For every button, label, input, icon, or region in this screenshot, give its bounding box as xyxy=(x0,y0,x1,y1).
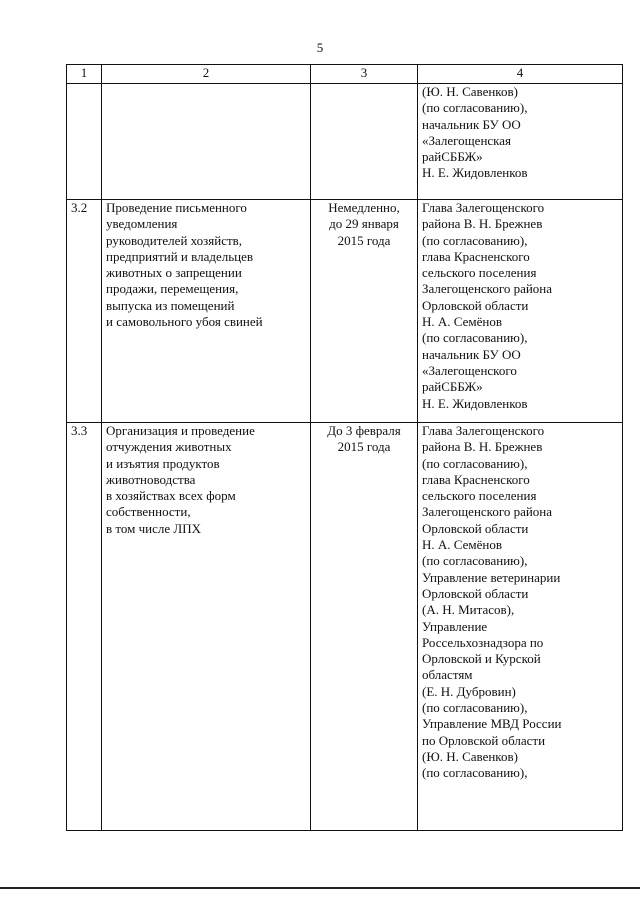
responsible-line: райСББЖ» xyxy=(422,149,483,165)
column-header-1: 1 xyxy=(67,65,102,84)
deadline-line: 2015 года xyxy=(337,232,391,248)
responsible-line: (Е. Н. Дубровин) xyxy=(422,683,516,699)
responsible-line: (по согласованию), xyxy=(422,100,528,116)
responsible-line: «Залегощенская xyxy=(422,132,512,148)
page-bottom-rule xyxy=(0,887,640,889)
responsible-line: Глава Залегощенского xyxy=(422,423,545,438)
responsible-line: района В. Н. Брежнев xyxy=(422,216,543,232)
deadline-line: 2015 года xyxy=(337,439,391,455)
deadline-line: до 29 января xyxy=(329,216,399,232)
responsible-cell xyxy=(418,423,623,831)
action-cell xyxy=(102,423,311,831)
measures-table xyxy=(66,64,623,831)
column-header-2: 2 xyxy=(102,65,311,84)
action-line: собственности, xyxy=(106,504,191,520)
responsible-line: Залегощенского района xyxy=(422,281,553,297)
responsible-line: по Орловской области xyxy=(422,732,546,748)
action-line: и самовольного убоя свиней xyxy=(106,314,263,330)
responsible-line: Управление xyxy=(422,618,488,634)
responsible-line: областям xyxy=(422,667,473,683)
action-line: Организация и проведение xyxy=(106,423,255,438)
responsible-line: (по согласованию), xyxy=(422,232,528,248)
responsible-line: начальник БУ ОО xyxy=(422,346,521,362)
action-line: в хозяйствах всех форм xyxy=(106,488,236,504)
responsible-line: Россельхознадзора по xyxy=(422,634,544,650)
row-number-cell xyxy=(67,84,102,200)
responsible-line: сельского поселения xyxy=(422,265,537,281)
responsible-line: глава Красненского xyxy=(422,248,530,264)
column-header-3: 3 xyxy=(311,65,418,84)
table-row-3-3 xyxy=(67,423,623,831)
responsible-line: (по согласованию), xyxy=(422,330,528,346)
table-header-row xyxy=(67,65,623,84)
action-line: уведомления xyxy=(106,216,178,232)
responsible-line: «Залегощенского xyxy=(422,362,517,378)
action-line: руководителей хозяйств, xyxy=(106,232,243,248)
action-line: в том числе ЛПХ xyxy=(106,520,201,536)
deadline-cell xyxy=(311,423,418,831)
responsible-line: района В. Н. Брежнев xyxy=(422,439,543,455)
action-line: Проведение письменного xyxy=(106,200,247,215)
responsible-line: Орловской области xyxy=(422,585,529,601)
responsible-line: Орловской области xyxy=(422,297,529,313)
action-line: предприятий и владельцев xyxy=(106,248,254,264)
action-cell xyxy=(102,200,311,423)
responsible-line: (по согласованию), xyxy=(422,765,528,781)
deadline-line: До 3 февраля xyxy=(327,423,401,438)
action-line: отчуждения животных xyxy=(106,439,232,455)
responsible-line: Н. Е. Жидовленков xyxy=(422,165,528,181)
responsible-line: Н. Е. Жидовленков xyxy=(422,395,528,411)
responsible-line: (Ю. Н. Савенков) xyxy=(422,84,518,99)
responsible-line: Н. А. Семёнов xyxy=(422,314,502,330)
deadline-cell xyxy=(311,200,418,423)
responsible-line: сельского поселения xyxy=(422,488,537,504)
row-number-cell: 3.3 xyxy=(67,423,102,831)
responsible-line: Орловской и Курской xyxy=(422,651,541,667)
responsible-line: райСББЖ» xyxy=(422,379,483,395)
responsible-cell xyxy=(418,84,623,200)
deadline-line: Немедленно, xyxy=(328,200,400,215)
responsible-line: Управление ветеринарии xyxy=(422,569,561,585)
table-row-3-2 xyxy=(67,200,623,423)
action-line: выпуска из помещений xyxy=(106,297,235,313)
responsible-line: Орловской области xyxy=(422,520,529,536)
responsible-line: начальник БУ ОО xyxy=(422,116,521,132)
responsible-line: Глава Залегощенского xyxy=(422,200,545,215)
responsible-line: Управление МВД России xyxy=(422,716,562,732)
table-row-continuation xyxy=(67,84,623,200)
responsible-line: (А. Н. Митасов), xyxy=(422,602,515,618)
action-line: животных о запрещении xyxy=(106,265,242,281)
responsible-line: (Ю. Н. Савенков) xyxy=(422,748,518,764)
deadline-cell xyxy=(311,84,418,200)
responsible-line: глава Красненского xyxy=(422,471,530,487)
page-number: 5 xyxy=(316,40,324,55)
responsible-line: (по согласованию), xyxy=(422,700,528,716)
column-header-4: 4 xyxy=(418,65,623,84)
action-line: животноводства xyxy=(106,471,196,487)
row-number-cell: 3.2 xyxy=(67,200,102,423)
action-line: продажи, перемещения, xyxy=(106,281,239,297)
responsible-line: Н. А. Семёнов xyxy=(422,537,502,553)
action-line: и изъятия продуктов xyxy=(106,455,220,471)
responsible-line: (по согласованию), xyxy=(422,455,528,471)
responsible-cell xyxy=(418,200,623,423)
responsible-line: Залегощенского района xyxy=(422,504,553,520)
responsible-line: (по согласованию), xyxy=(422,553,528,569)
action-cell xyxy=(102,84,311,200)
